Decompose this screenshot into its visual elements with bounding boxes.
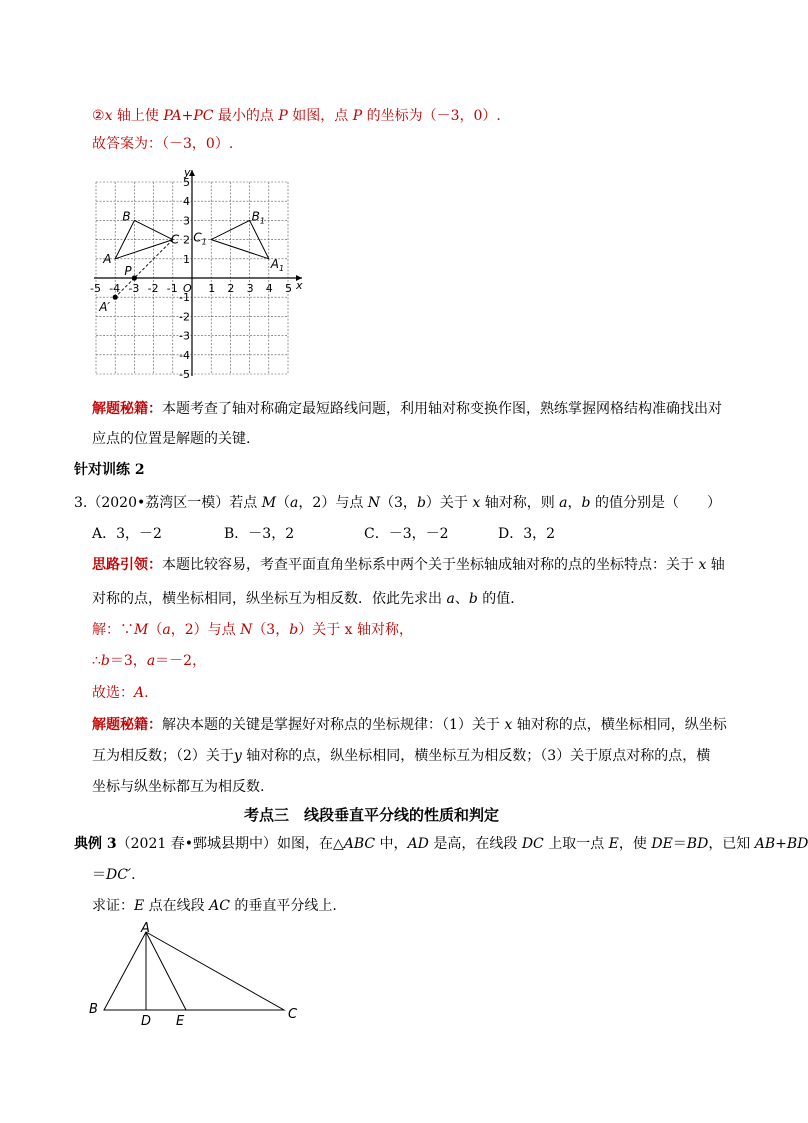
y-axis-label: y [184, 166, 191, 179]
x-tick-label: -3 [128, 282, 140, 295]
coordinate-figure [86, 164, 316, 384]
label-b1: $B_1$ [251, 209, 265, 226]
text-seg: 中， [375, 836, 408, 852]
x-tick-label: 3 [246, 282, 254, 295]
x-tick-label: 2 [227, 282, 235, 295]
q3-stem [74, 493, 721, 513]
circled-number: ② [92, 108, 105, 124]
y-tick-label: -3 [179, 329, 190, 343]
text-seg: 是高，在线段 [428, 836, 522, 852]
var-b: b [289, 622, 299, 638]
var-ac: AC [209, 898, 230, 914]
text-seg: 互为相反数；（2）关于 [92, 748, 234, 764]
text-seg: 上取一点 [543, 836, 609, 852]
label-e: E [176, 1014, 185, 1029]
var-de: DE [651, 836, 673, 852]
option-a: A．3，－2 [92, 526, 162, 542]
label-b: B [122, 209, 131, 224]
y-tick-label: 4 [183, 195, 190, 209]
var-e: E [608, 836, 619, 852]
x-tick-label: -4 [109, 282, 121, 295]
text-seg: 的值分别是（ ） [590, 495, 721, 511]
text-seg: 如图，点 [287, 108, 353, 124]
x-tick-label: 1 [208, 282, 216, 295]
text-seg: （ [148, 622, 163, 638]
text-seg: . [131, 867, 136, 883]
tip1-line2: 应点的位置是解题的关键. [92, 431, 251, 447]
text-seg: ＝ [672, 836, 687, 852]
text-seg: 轴对称的点，横坐标相同，纵坐标 [512, 717, 727, 733]
var-abc: ABC [343, 836, 376, 852]
label-a1: $A_1$ [270, 256, 285, 273]
option-d: D．3，2 [498, 526, 556, 542]
text-seg: 点在线段 [144, 898, 210, 914]
text-seg: ，使 [618, 836, 652, 852]
var-e: E [134, 898, 145, 914]
var-a: a [162, 622, 171, 638]
label-c1: $C_1$ [193, 230, 207, 247]
x-tick-label: -1 [166, 282, 178, 295]
p1-line [92, 106, 501, 126]
label-a: A [103, 251, 112, 266]
text-seg: ，2）与点 [170, 622, 241, 638]
var-a: a [446, 591, 455, 607]
y-tick-label: -4 [179, 348, 190, 362]
label-c: C [170, 232, 180, 247]
var-x: x [504, 717, 513, 733]
y-tick-label: -5 [179, 368, 190, 381]
label-p: P [124, 264, 132, 278]
answer-line: 故答案为：（－3，0）. [92, 136, 234, 152]
text-seg: （3， [252, 622, 290, 638]
text-seg: . [144, 685, 149, 701]
y-tick-label: 3 [183, 214, 190, 228]
var-dc-prime: DC′ [106, 867, 132, 883]
var-p: P [352, 108, 363, 124]
example3-prove [92, 896, 337, 916]
tip-text: 本题考查了轴对称确定最短路线问题，利用轴对称变换作图，熟练掌握网格结构准确找出对 [162, 401, 722, 417]
label-a: A [141, 921, 150, 936]
var-a: a [290, 495, 299, 511]
y-tick-label: 5 [183, 176, 190, 189]
text-seg: 本题比较容易，考查平面直角坐标系中两个关于坐标轴成轴对称的点的坐标特点：关于 [162, 557, 699, 573]
text-seg: （2021 春•鄄城县期中）如图，在△ [116, 836, 344, 852]
var-a: a [559, 495, 568, 511]
label-d: D [141, 1014, 152, 1029]
text-seg: ＝3， [109, 653, 147, 669]
point-a-prime [113, 295, 118, 300]
tip2-line2 [92, 746, 710, 766]
x-tick-label: 4 [265, 282, 273, 295]
point-p [132, 275, 137, 280]
var-y: y [233, 748, 242, 764]
idea-label: 思路引领： [92, 557, 162, 573]
y-tick-label: -2 [179, 310, 190, 324]
origin-label: O [183, 282, 192, 295]
tip-label: 解题秘籍： [92, 717, 162, 733]
training-title: 针对训练 2 [74, 462, 145, 478]
var-m: M [134, 622, 149, 638]
var-m: M [261, 495, 277, 511]
label-a-prime: A′ [99, 300, 111, 315]
text-seg: 求证： [92, 898, 134, 914]
text-seg: 轴对称的点，纵坐标相同，横坐标互为相反数；（3）关于原点对称的点，横 [241, 748, 711, 764]
var-ab-bd: AB+BD [754, 836, 808, 852]
triangle-abc [104, 932, 284, 1010]
option-c: C．－3，－2 [364, 526, 449, 542]
x-tick-label: 5 [285, 282, 292, 295]
var-pa-pc: PA+PC [163, 108, 214, 124]
var-ad: AD [407, 836, 429, 852]
text-seg: 轴 [706, 557, 725, 573]
text-seg: 轴对称，则 [480, 495, 560, 511]
text-seg: 轴上使 [112, 108, 164, 124]
var-bd: BD [686, 836, 709, 852]
text-seg: （ [276, 495, 291, 511]
text-seg: ∴ [92, 653, 101, 669]
tip1-line1 [92, 399, 722, 419]
text-seg: 3.（2020•荔湾区一模）若点 [74, 495, 262, 511]
var-b: b [468, 591, 478, 607]
var-n: N [367, 495, 381, 511]
var-n: N [240, 622, 253, 638]
var-x: x [472, 495, 481, 511]
tip2-line1 [92, 715, 727, 735]
text-seg: 解：∵ [92, 622, 134, 638]
idea-line1 [92, 555, 725, 575]
text-seg: ）关于 [425, 495, 473, 511]
text-seg: ＝－2， [155, 653, 207, 669]
label-c: C [288, 1007, 298, 1022]
var-b: b [416, 495, 426, 511]
text-seg: ）关于 x 轴对称， [298, 622, 413, 638]
triangle-figure [84, 920, 324, 1030]
y-tick-label: 2 [183, 233, 190, 247]
example3-line2 [92, 865, 136, 885]
var-dc: DC [521, 836, 544, 852]
text-seg: 、 [454, 591, 469, 607]
sol-line3 [92, 683, 149, 703]
var-x: x [698, 557, 707, 573]
text-seg: 的坐标为（－3，0）. [362, 108, 501, 124]
x-axis-label: x [296, 279, 303, 292]
section-title: 考点三 线段垂直平分线的性质和判定 [244, 806, 500, 824]
tip2-line3: 坐标与纵坐标都互为相反数. [92, 779, 265, 795]
y-tick-label: -1 [179, 291, 190, 305]
var-x: x [104, 108, 113, 124]
text-seg: 的值． [477, 591, 525, 607]
label-b: B [89, 1002, 98, 1017]
text-seg: 解决本题的关键是掌握好对称点的坐标规律：（1）关于 [162, 717, 505, 733]
var-b: b [581, 495, 591, 511]
y-tick-label: 1 [183, 252, 190, 266]
x-tick-label: -5 [90, 282, 101, 295]
text-seg: ＝ [92, 867, 106, 883]
sol-line2 [92, 651, 206, 671]
answer-letter: A [134, 685, 145, 701]
var-a: a [146, 653, 156, 669]
var-b: b [100, 653, 110, 669]
text-seg: 故选： [92, 685, 134, 701]
sol-line1 [92, 620, 413, 640]
text-seg: ，2）与点 [298, 495, 368, 511]
option-b: B．－3，2 [224, 526, 295, 542]
var-p: P [278, 108, 288, 124]
example3-line1 [74, 834, 808, 854]
text-seg: ， [567, 495, 582, 511]
example-label: 典例 3 [74, 836, 117, 852]
idea-line2 [92, 589, 524, 609]
tip-label: 解题秘籍： [92, 401, 162, 417]
text-seg: （3， [380, 495, 417, 511]
text-seg: ，已知 [708, 836, 755, 852]
text-seg: 的垂直平分线上. [229, 898, 337, 914]
x-tick-label: -2 [147, 282, 159, 295]
text-seg: 最小的点 [213, 108, 279, 124]
text-seg: 对称的点，横坐标相同，纵坐标互为相反数．依此先求出 [92, 591, 447, 607]
